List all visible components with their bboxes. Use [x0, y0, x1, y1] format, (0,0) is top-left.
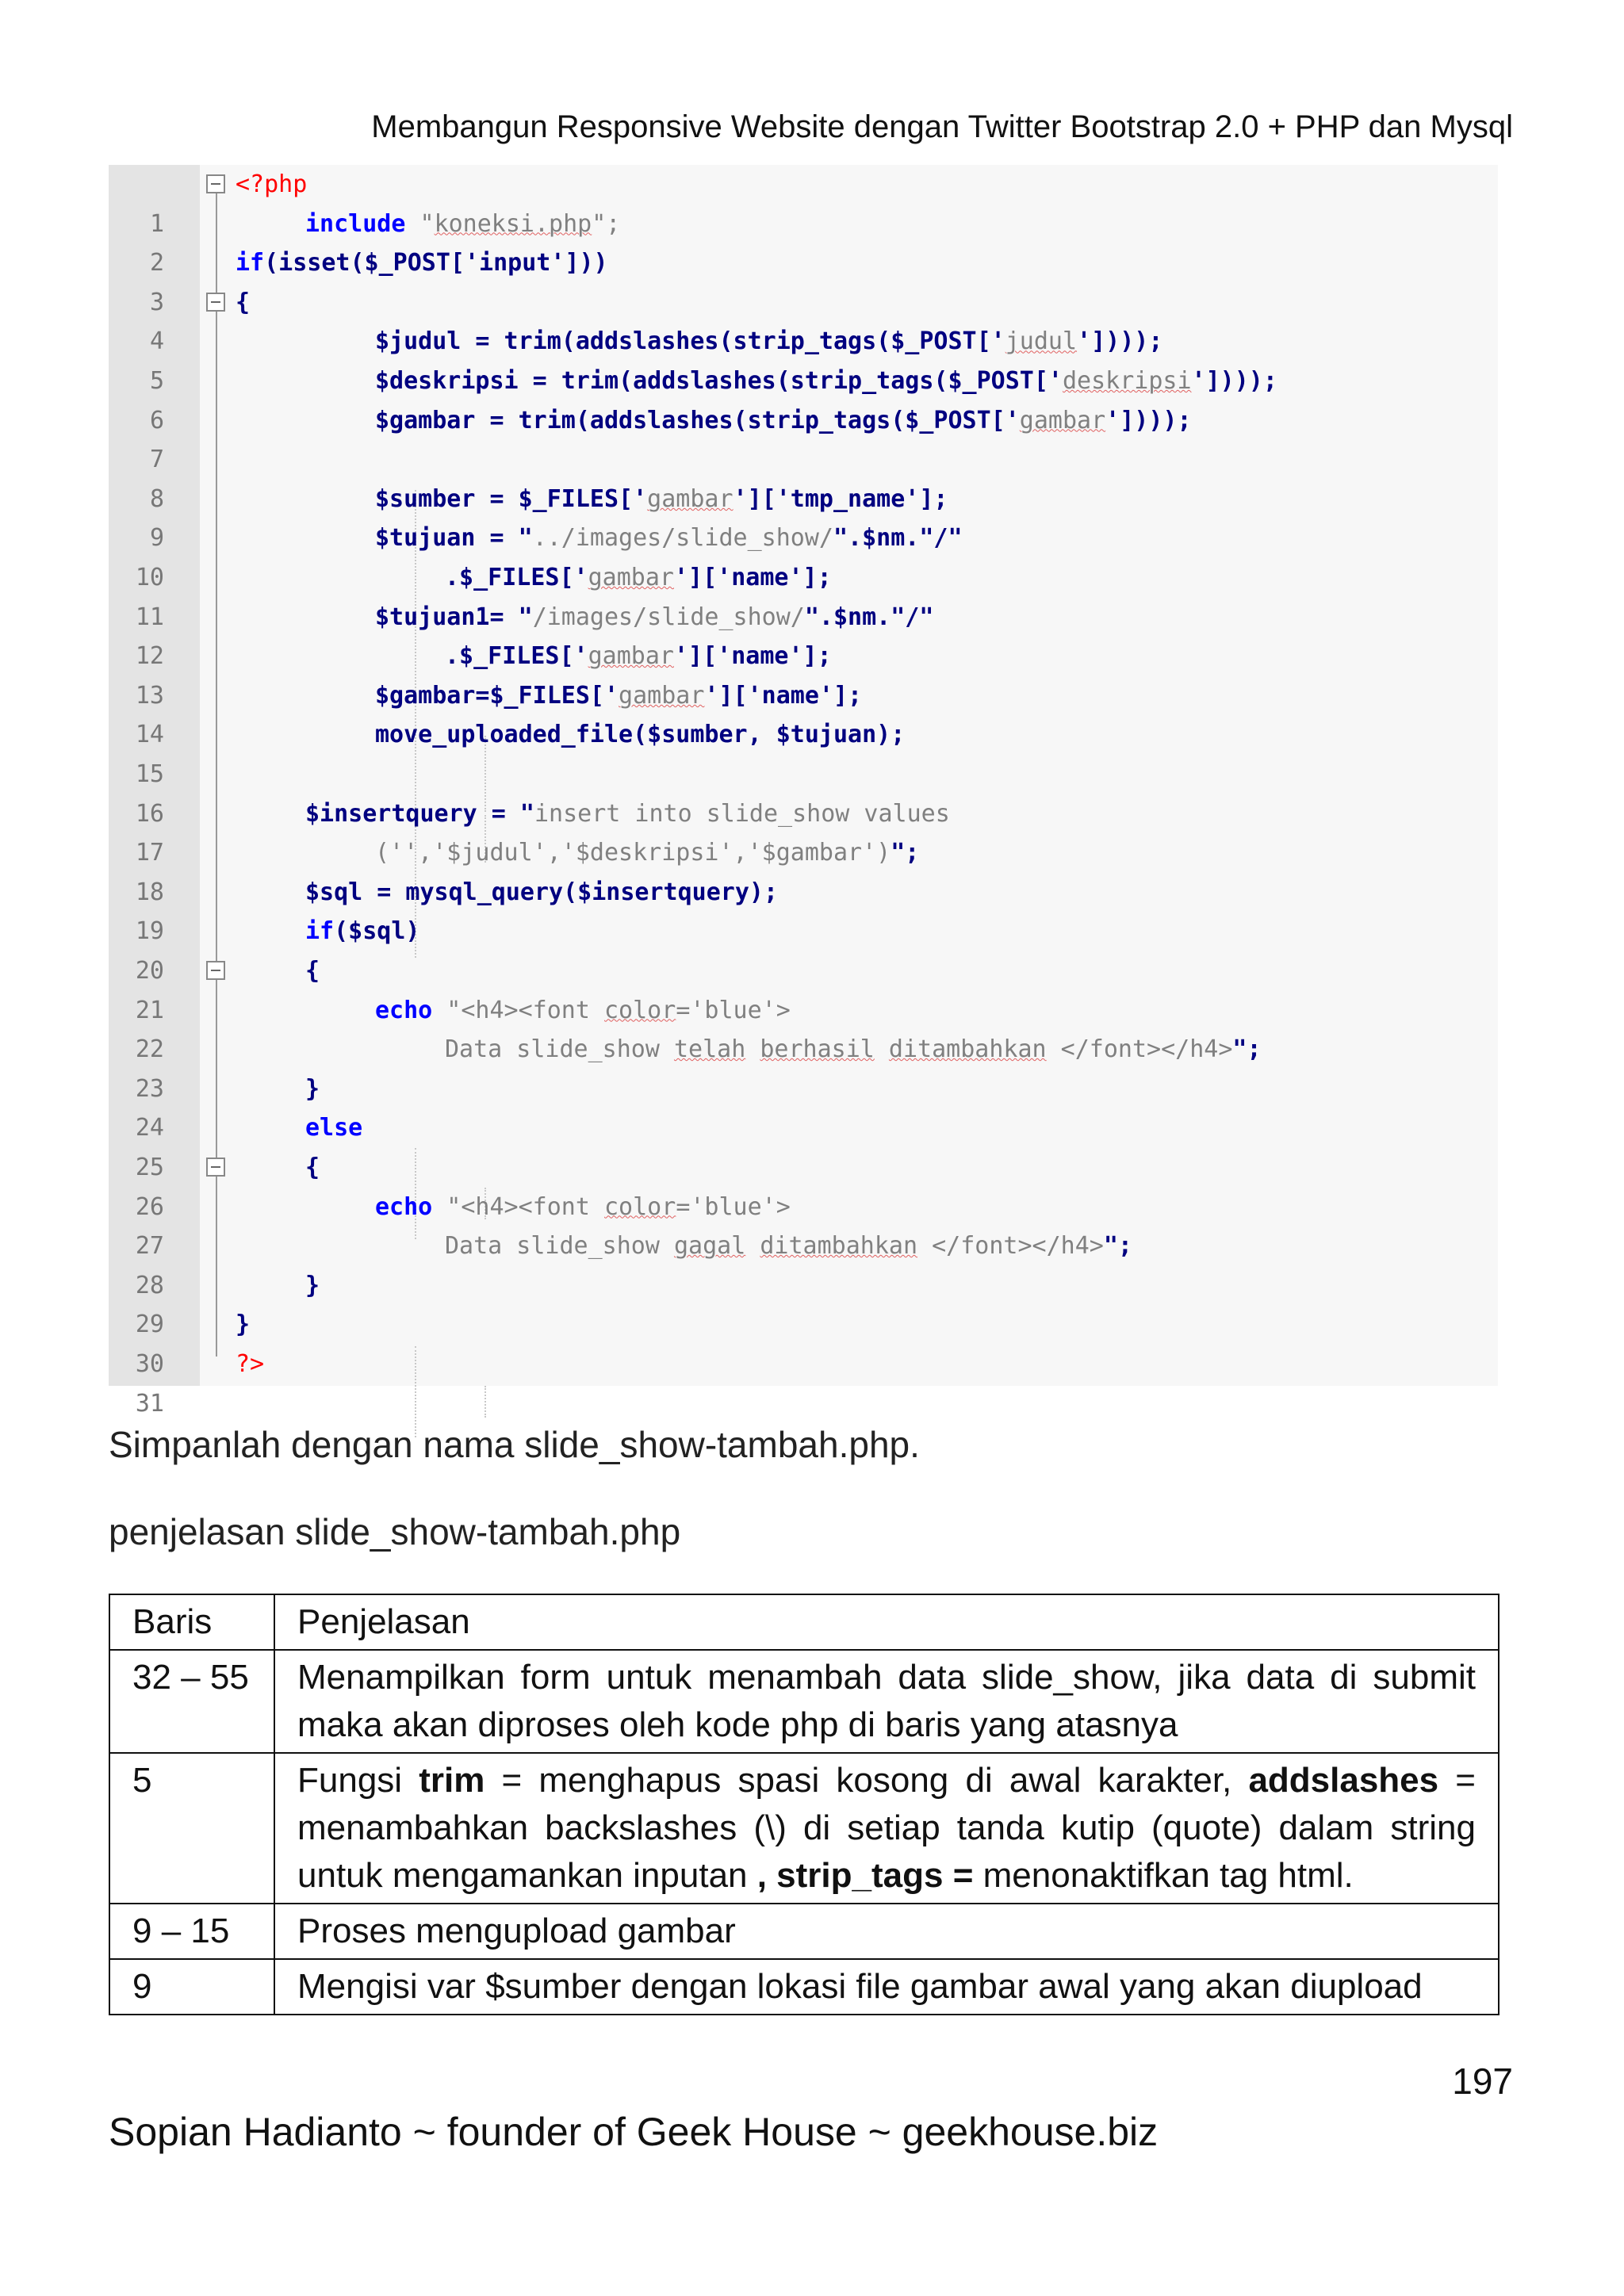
string: ../images/slide_show/ — [532, 524, 833, 553]
string: ('','$judul','$deskripsi','$gambar') — [375, 839, 891, 867]
table-cell: 9 – 15 — [109, 1904, 274, 1959]
code-expression: $tujuan = " — [375, 524, 533, 553]
string: ditambahkan — [760, 1232, 918, 1261]
keyword: else — [305, 1114, 363, 1142]
explanation-table — [109, 1594, 1500, 2015]
string — [745, 1035, 760, 1063]
footer: Sopian Hadianto ~ founder of Geek House ~ geekhouse.biz — [109, 2110, 1159, 2154]
table-cell: Proses mengupload gambar — [274, 1904, 1499, 1959]
line-number: 18 — [135, 878, 164, 906]
line-number: 26 — [135, 1192, 164, 1221]
line-number: 29 — [135, 1311, 164, 1339]
code-text: move_uploaded_file($sumber, $tujuan); — [375, 721, 906, 749]
keyword: echo — [375, 1192, 433, 1221]
line-number: 8 — [149, 484, 164, 513]
code-expression: ']['name']; — [674, 564, 832, 591]
line-number: 13 — [135, 681, 164, 710]
code-expression: "; — [1103, 1232, 1132, 1261]
string: gambar — [588, 642, 674, 671]
line-number: 30 — [135, 1349, 164, 1378]
code-text — [375, 480, 948, 519]
line-number: 31 — [135, 1389, 164, 1418]
fold-collapse-icon[interactable] — [206, 961, 225, 980]
code-line — [109, 1030, 1498, 1103]
cell-text: menonaktifkan tag html. — [973, 1856, 1354, 1895]
indent-guide — [485, 1386, 486, 1418]
keyword: if — [236, 249, 265, 277]
code-line — [109, 1266, 1498, 1339]
code-text — [445, 558, 832, 598]
code-expression: $gambar = trim(addslashes(strip_tags($_POST[' — [375, 406, 1020, 434]
string: ='blue'> — [676, 996, 791, 1024]
line-number: 10 — [135, 563, 164, 591]
string: deskripsi — [1062, 367, 1192, 395]
fold-collapse-icon[interactable] — [206, 1158, 225, 1177]
code-line — [109, 715, 1498, 788]
line-number: 24 — [135, 1114, 164, 1142]
code-expression: ']))); — [1191, 367, 1277, 395]
code-text — [375, 833, 919, 873]
code-line — [109, 1345, 1498, 1418]
table-header-row — [109, 1594, 1499, 1650]
code-text: { — [305, 1154, 320, 1181]
save-instruction: Simpanlah dengan nama slide_show-tambah.php. — [109, 1424, 920, 1465]
code-expression: (isset($_POST['input'])) — [264, 249, 608, 277]
code-text — [375, 1188, 791, 1227]
line-number: 15 — [135, 760, 164, 788]
string: telah — [673, 1035, 746, 1064]
code-text: } — [305, 1271, 320, 1299]
line-number: 14 — [135, 721, 164, 749]
code-text: $sql = mysql_query($insertquery); — [305, 878, 779, 906]
code-text — [445, 1226, 1132, 1266]
code-text — [375, 598, 933, 637]
table-row — [109, 1904, 1499, 1959]
string: </font></h4> — [1046, 1035, 1233, 1064]
fold-collapse-icon[interactable] — [206, 174, 225, 193]
string: " — [405, 209, 435, 238]
code-expression: ']))); — [1105, 406, 1192, 434]
string: color — [604, 996, 676, 1024]
keyword: if — [305, 917, 335, 946]
string: judul — [1005, 327, 1078, 356]
code-text — [236, 243, 608, 283]
code-text: { — [305, 957, 320, 985]
string: gambar — [588, 564, 674, 591]
code-text — [375, 401, 1192, 441]
page-number: 197 — [1452, 2061, 1513, 2102]
line-number: 19 — [135, 917, 164, 946]
table-cell: Menampilkan form untuk menambah data slide_show, jika data di submit maka akan diproses oleh kode php di baris yang atasnya — [274, 1650, 1499, 1753]
string: /images/slide_show/ — [532, 603, 805, 631]
code-expression: .$_FILES[' — [445, 642, 588, 671]
code-text — [375, 322, 1162, 362]
code-text — [375, 991, 791, 1031]
string: ditambahkan — [888, 1035, 1047, 1064]
cell-text: Fungsi — [297, 1761, 419, 1800]
line-number: 6 — [149, 406, 164, 434]
code-line — [109, 401, 1498, 474]
code-expression: ']['name']; — [674, 642, 832, 671]
code-text: } — [305, 1074, 320, 1103]
line-number: 27 — [135, 1232, 164, 1261]
string: berhasil — [760, 1035, 875, 1064]
string: gambar — [1019, 406, 1106, 434]
code-line — [109, 1108, 1498, 1181]
string: gagal — [673, 1232, 746, 1261]
line-number: 2 — [149, 249, 164, 277]
string: "<h4><font — [432, 996, 604, 1024]
line-number: 16 — [135, 799, 164, 828]
table-cell: 32 – 55 — [109, 1650, 274, 1753]
string — [745, 1232, 760, 1260]
string — [875, 1035, 889, 1063]
code-expression: $sumber = $_FILES[' — [375, 484, 648, 513]
line-number: 17 — [135, 839, 164, 867]
table-cell — [274, 1753, 1499, 1904]
code-expression: .$_FILES[' — [445, 564, 588, 591]
table-header-cell: Baris — [109, 1594, 274, 1650]
code-listing — [109, 165, 1498, 1418]
code-text — [375, 676, 862, 716]
code-text: } — [236, 1311, 251, 1339]
string: ='blue'> — [676, 1192, 791, 1221]
line-number: 11 — [135, 603, 164, 631]
line-number: 4 — [149, 327, 164, 356]
table-cell: 9 — [109, 1959, 274, 2015]
code-text — [375, 362, 1277, 401]
code-text: { — [236, 288, 251, 316]
line-number: 7 — [149, 446, 164, 474]
keyword: echo — [375, 996, 433, 1024]
table-row — [109, 1650, 1499, 1753]
code-text — [305, 794, 950, 834]
line-number: 22 — [135, 1035, 164, 1064]
string: koneksi.php — [434, 209, 592, 238]
table-row — [109, 1753, 1499, 1904]
fold-collapse-icon[interactable] — [206, 293, 225, 312]
code-expression: ']['name']; — [704, 681, 863, 710]
code-expression: $gambar=$_FILES[' — [375, 681, 619, 710]
cell-text-bold: trim — [419, 1761, 485, 1800]
cell-text: = menambahkan backslashes (\) di setiap tanda kutip (quote) dalam string untuk mengamankan inputan — [297, 1761, 1476, 1895]
line-number: 28 — [135, 1271, 164, 1299]
cell-text-bold: , strip_tags = — [756, 1856, 974, 1895]
code-expression: $judul = trim(addslashes(strip_tags($_POST[' — [375, 327, 1005, 356]
code-text — [305, 912, 420, 951]
code-line — [109, 243, 1498, 316]
string: gambar — [619, 681, 705, 710]
string: "; — [592, 209, 621, 238]
line-number: 25 — [135, 1153, 164, 1181]
code-text — [445, 1030, 1262, 1070]
line-number: 12 — [135, 642, 164, 671]
code-expression: ']))); — [1077, 327, 1163, 356]
line-number: 20 — [135, 956, 164, 985]
string: </font></h4> — [917, 1232, 1104, 1261]
string: color — [604, 1192, 676, 1221]
code-line — [109, 1226, 1498, 1299]
string: Data slide_show — [445, 1035, 674, 1064]
running-header: Membangun Responsive Website dengan Twitter Bootstrap 2.0 + PHP dan Mysql — [371, 109, 1513, 144]
table-header-cell: Penjelasan — [274, 1594, 1499, 1650]
string: gambar — [647, 484, 733, 513]
code-expression: ($sql) — [334, 917, 420, 946]
code-expression: ".$nm."/" — [804, 603, 934, 631]
code-expression: $tujuan1= " — [375, 603, 533, 631]
code-expression: $insertquery = " — [305, 799, 534, 828]
table-cell: Mengisi var $sumber dengan lokasi file gambar awal yang akan diupload — [274, 1959, 1499, 2015]
code-expression: $deskripsi = trim(addslashes(strip_tags($_POST[' — [375, 367, 1063, 395]
code-text: <?php — [236, 170, 308, 198]
explanation-title: penjelasan slide_show-tambah.php — [109, 1511, 681, 1552]
line-number: 1 — [149, 209, 164, 238]
table-row — [109, 1959, 1499, 2015]
line-number: 21 — [135, 996, 164, 1024]
cell-text: = menghapus spasi kosong di awal karakter, — [485, 1761, 1249, 1800]
line-number: 5 — [149, 366, 164, 395]
string: insert into slide_show values — [534, 799, 950, 828]
string: Data slide_show — [445, 1232, 674, 1261]
cell-text-bold: addslashes — [1248, 1761, 1439, 1800]
code-expression: ']['tmp_name']; — [733, 484, 948, 513]
code-expression: "; — [891, 839, 920, 867]
code-text — [375, 519, 963, 558]
keyword: include — [305, 209, 406, 238]
code-line — [109, 912, 1498, 985]
line-number: 3 — [149, 288, 164, 316]
line-number: 23 — [135, 1074, 164, 1103]
string: "<h4><font — [432, 1192, 604, 1221]
code-text — [305, 205, 620, 244]
code-line — [109, 1305, 1498, 1378]
code-expression: "; — [1232, 1035, 1262, 1064]
line-number: 9 — [149, 524, 164, 553]
table-cell: 5 — [109, 1753, 274, 1904]
code-expression: ".$nm."/" — [833, 524, 963, 553]
code-text: ?> — [236, 1350, 265, 1378]
code-text — [445, 637, 832, 676]
